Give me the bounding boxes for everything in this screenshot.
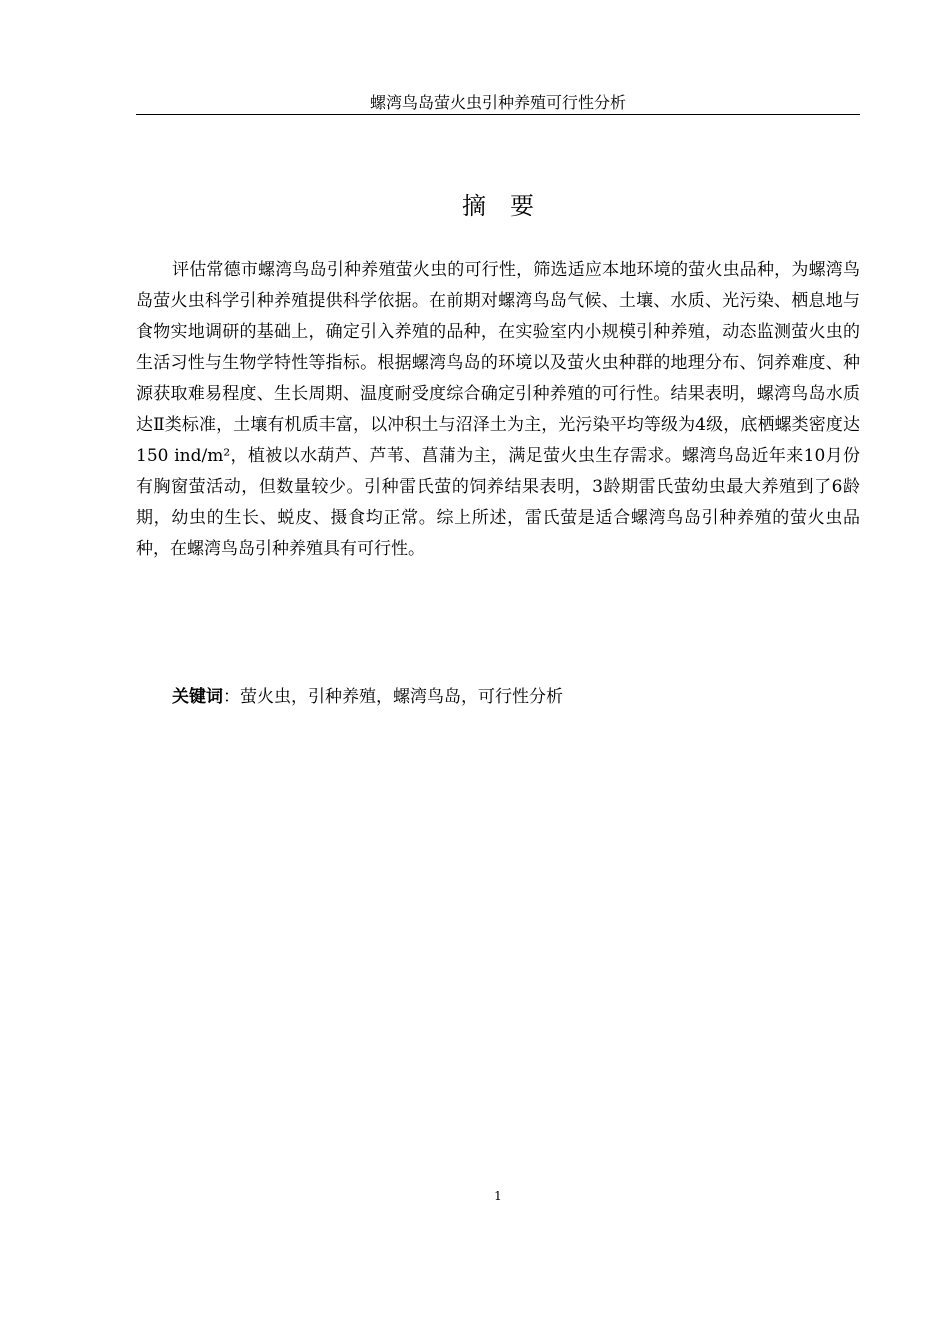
keywords-label: 关键词 [172, 687, 223, 707]
abstract-body: 评估常德市螺湾鸟岛引种养殖萤火虫的可行性，筛选适应本地环境的萤火虫品种，为螺湾鸟岛萤火虫科学引种养殖提供科学依据。在前期对螺湾鸟岛气候、土壤、水质、光污染、栖息地与食物实地调研的基础上，确定引入养殖的品种，在实验室内小规模引种养殖，动态监测萤火虫的生活习性与生物学特性等指标。根据螺湾鸟岛的环境以及萤火虫种群的地理分布、饲养难度、种源获取难易程度、生长周期、温度耐受度综合确定引种养殖的可行性。结果表明，螺湾鸟岛水质达Ⅱ类标准，土壤有机质丰富，以冲积土与沼泽土为主，光污染平均等级为4级，底栖螺类密度达150 ind/m²，植被以水葫芦、芦苇、菖蒲为主，满足萤火虫生存需求。螺湾鸟岛近年来10月份有胸窗萤活动，但数量较少。引种雷氏萤的饲养结果表明，3龄期雷氏萤幼虫最大养殖到了6龄期，幼虫的生长、蜕皮、摄食均正常。综上所述，雷氏萤是适合螺湾鸟岛引种养殖的萤火虫品种，在螺湾鸟岛引种养殖具有可行性。 [136, 260, 860, 559]
running-header: 螺湾鸟岛萤火虫引种养殖可行性分析 [369, 93, 626, 112]
keywords-separator: ： [223, 687, 240, 707]
header-rule [136, 114, 860, 115]
page-number: 1 [494, 1189, 502, 1203]
keywords-line [136, 682, 860, 713]
abstract-title: 摘要 [462, 192, 558, 220]
keywords-list: 萤火虫，引种养殖，螺湾鸟岛，可行性分析 [240, 687, 563, 707]
